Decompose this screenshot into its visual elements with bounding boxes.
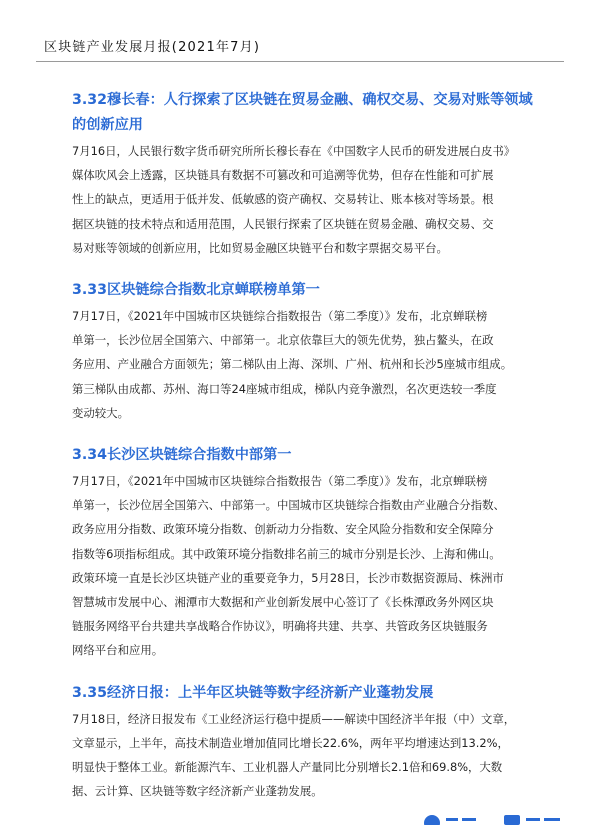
report-header-title: 区块链产业发展月报(2021年7月) — [44, 40, 261, 55]
paragraph-line: 性上的缺点，更适用于低并发、低敏感的资产确权、交易转让、账本核对等场景。根 — [72, 192, 494, 207]
section-title: 3.33区块链综合指数北京蝉联榜单第一 — [72, 282, 320, 299]
section-title-line: 3.32穆长春：人行探索了区块链在贸易金融、确权交易、交易对账等领域 — [72, 92, 533, 108]
section-title — [72, 88, 542, 138]
paragraph-line: 7月16日，人民银行数字货币研究所所长穆长春在《中国数字人民币的研发进展白皮书》 — [72, 144, 516, 158]
section-3-32 — [72, 88, 542, 260]
paragraph-line: 文章显示，上半年，高技术制造业增加值同比增长22.6%，两年平均增速达到13.2%， — [72, 735, 509, 750]
section-title: 3.34长沙区块链综合指数中部第一 — [72, 447, 292, 464]
paragraph-line: 智慧城市发展中心、湘潭市大数据和产业创新发展中心签订了《长株潭政务外网区块 — [72, 595, 494, 610]
paragraph-line: 媒体吹风会上透露，区块链具有数据不可篡改和可追溯等优势，但存在性能和可扩展 — [72, 168, 494, 183]
section-paragraph — [72, 304, 542, 425]
section-paragraph — [72, 469, 542, 663]
paragraph-line: 政务应用分指数、政策环境分指数、创新动力分指数、安全风险分指数和安全保障分 — [72, 522, 494, 537]
paragraph-line: 网络平台和应用。 — [72, 643, 164, 658]
section-3-35 — [72, 681, 542, 804]
paragraph-line: 7月17日，《2021年中国城市区块链综合指数报告（第二季度）》发布，北京蝉联榜 — [72, 474, 488, 489]
paragraph-line: 单第一，长沙位居全国第六、中部第一。北京依靠巨大的领先优势，独占鳌头，在政 — [72, 333, 494, 348]
section-3-34 — [72, 443, 542, 663]
paragraph-line: 务应用、产业融合方面领先；第二梯队由上海、深圳、广州、杭州和长沙5座城市组成。 — [72, 357, 513, 372]
paragraph-line: 第三梯队由成都、苏州、海口等24座城市组成，梯队内竞争激烈，名次更迭较一季度 — [72, 381, 497, 396]
paragraph-line: 易对账等领域的创新应用，比如贸易金融区块链平台和数字票据交易平台。 — [72, 240, 448, 255]
footer-logo-icon — [424, 815, 476, 825]
report-body — [72, 88, 542, 821]
paragraph-line: 7月17日，《2021年中国城市区块链综合指数报告（第二季度）》发布，北京蝉联榜 — [72, 309, 488, 324]
footer-logo-strip — [422, 805, 582, 825]
footer-logo-icon — [504, 815, 560, 825]
section-title: 3.35经济日报：上半年区块链等数字经济新产业蓬勃发展 — [72, 684, 434, 701]
paragraph-line: 指数等6项指标组成。其中政策环境分指数排名前三的城市分别是长沙、上海和佛山。 — [72, 546, 501, 561]
section-paragraph — [72, 139, 542, 260]
paragraph-line: 7月18日，经济日报发布《工业经济运行稳中提质——解读中国经济半年报（中）文章， — [72, 711, 516, 726]
section-3-33 — [72, 278, 542, 425]
paragraph-line: 政策环境一直是长沙区块链产业的重要竞争力，5月28日，长沙市数据资源局、株洲市 — [72, 570, 504, 585]
paragraph-line: 变动较大。 — [72, 405, 129, 420]
paragraph-line: 明显快于整体工业。新能源汽车、工业机器人产量同比分别增长2.1倍和69.8%，大数 — [72, 760, 503, 775]
paragraph-line: 单第一，长沙位居全国第六、中部第一。中国城市区块链综合指数由产业融合分指数、 — [72, 498, 505, 513]
paragraph-line: 据区块链的技术特点和适用范围，人民银行探索了区块链在贸易金融、确权交易、交 — [72, 216, 494, 231]
paragraph-line: 据、云计算、区块链等数字经济新产业蓬勃发展。 — [72, 784, 323, 799]
paragraph-line: 链服务网络平台共建共享战略合作协议》，明确将共建、共享、共管政务区块链服务 — [72, 619, 488, 634]
header-divider — [36, 61, 564, 62]
section-paragraph — [72, 707, 542, 804]
section-title-line: 的创新应用 — [72, 117, 143, 133]
